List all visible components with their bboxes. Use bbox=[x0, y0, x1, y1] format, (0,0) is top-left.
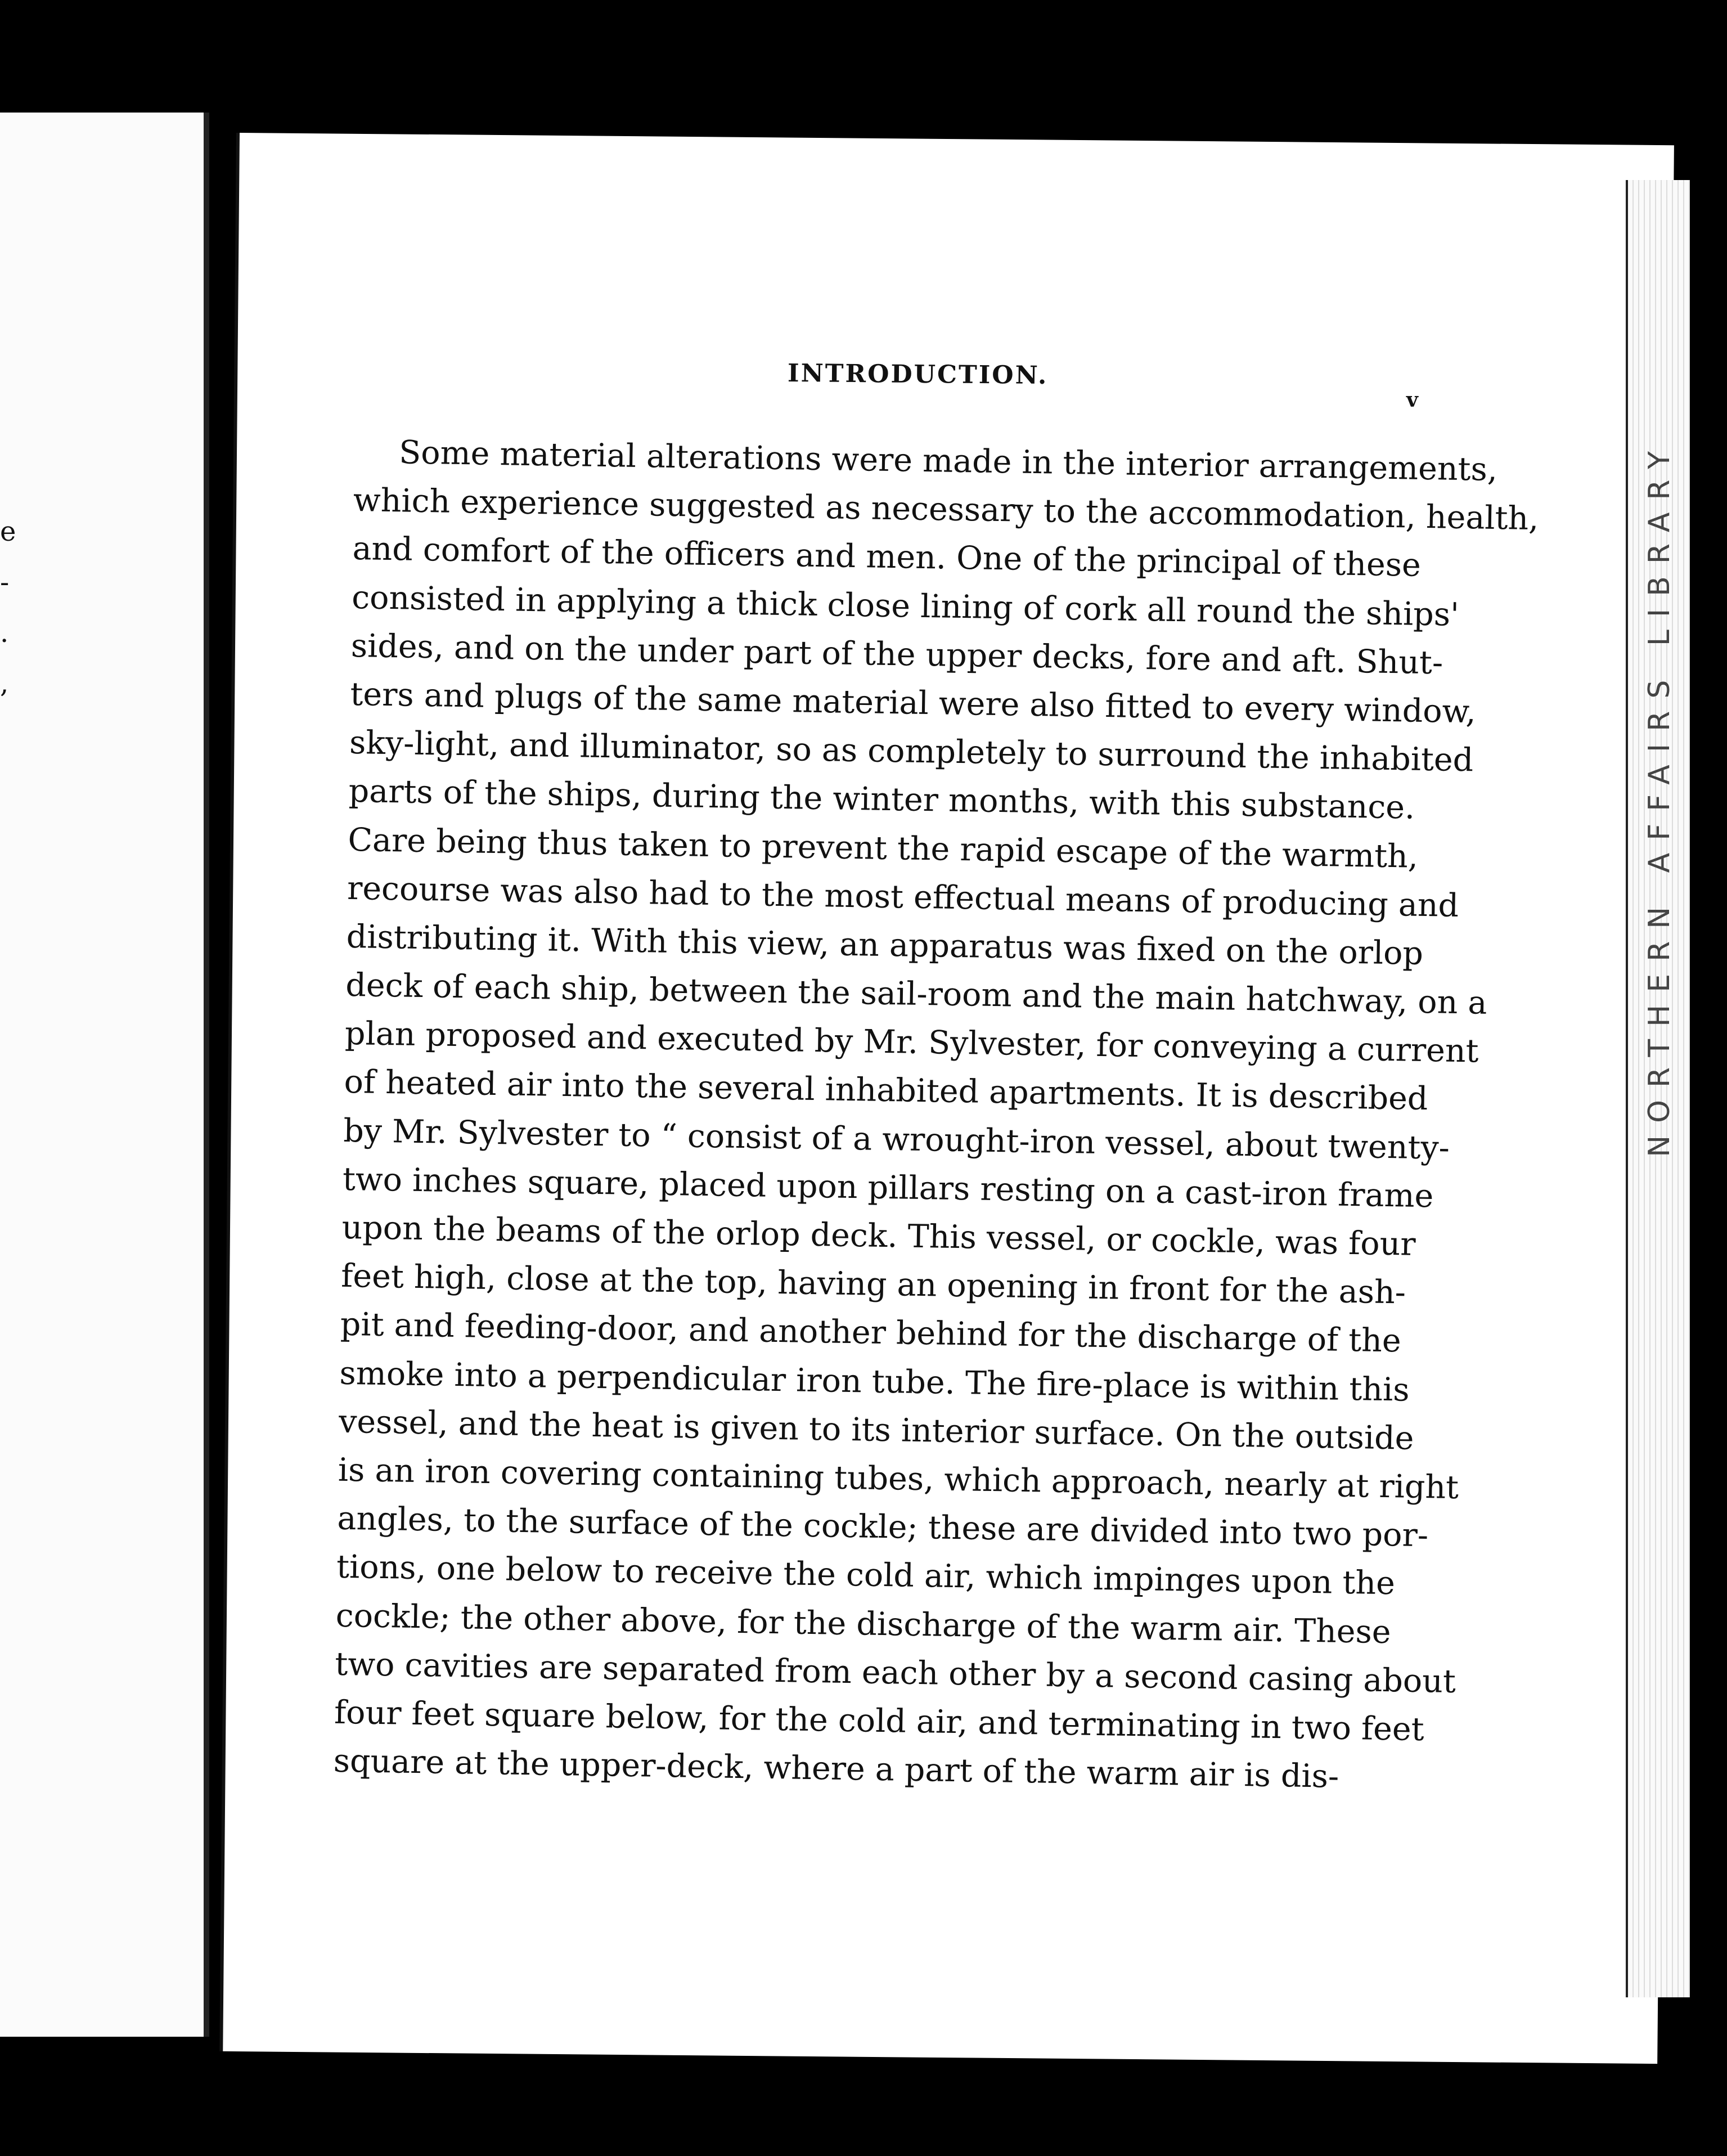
text-line: upon the beams of the orlop deck. This vessel, or cockle, was four bbox=[341, 1209, 1416, 1263]
text-line: of heated air into the several inhabited apartments. It is described bbox=[344, 1063, 1428, 1118]
text-line: plan proposed and executed by Mr. Sylvester, for conveying a current bbox=[344, 1015, 1479, 1070]
text-line: two inches square, placed upon pillars resting on a cast-iron frame bbox=[342, 1160, 1434, 1215]
left-page-margin-marks bbox=[0, 506, 17, 709]
text-line: feet high, close at the top, having an opening in front for the ash- bbox=[340, 1257, 1406, 1311]
text-line: by Mr. Sylvester to “ consist of a wrought-iron vessel, about twenty- bbox=[343, 1112, 1450, 1167]
text-line: four feet square below, for the cold air, and terminating in two feet bbox=[334, 1694, 1425, 1749]
text-line: vessel, and the heat is given to its interior surface. On the outside bbox=[338, 1403, 1414, 1457]
text-line: recourse was also had to the most effectual means of producing and bbox=[347, 869, 1459, 924]
left-page bbox=[0, 113, 209, 2037]
text-line: square at the upper-deck, where a part of the warm air is dis- bbox=[333, 1742, 1339, 1795]
text-line: parts of the ships, during the winter months, with this substance. bbox=[348, 772, 1415, 827]
body-text bbox=[333, 428, 1539, 1802]
left-mark: , bbox=[0, 668, 9, 699]
library-stamp: NORTHERN AFFAIRS LIBRARY bbox=[1643, 439, 1676, 1157]
text-line: and comfort of the officers and men. One of the principal of these bbox=[352, 530, 1422, 585]
text-line: sides, and on the under part of the upper decks, fore and aft. Shut- bbox=[350, 627, 1443, 682]
text-line: Some material alterations were made in the interior arrangements, bbox=[398, 434, 1498, 488]
text-line: two cavities are separated from each other by a second casing about bbox=[334, 1645, 1456, 1700]
text-line: which experience suggested as necessary to the accommodation, health, bbox=[353, 482, 1539, 538]
text-line: is an iron covering containing tubes, which approach, nearly at right bbox=[338, 1451, 1459, 1506]
running-head: INTRODUCTION. bbox=[787, 358, 1049, 390]
text-line: distributing it. With this view, an apparatus was fixed on the orlop bbox=[346, 918, 1424, 972]
left-mark: e bbox=[0, 516, 16, 547]
text-line: consisted in applying a thick close lining of cork all round the ships' bbox=[351, 578, 1460, 634]
text-line: Care being thus taken to prevent the rapid escape of the warmth, bbox=[347, 821, 1419, 875]
text-line: angles, to the surface of the cockle; these are divided into two por- bbox=[337, 1499, 1429, 1555]
text-line: pit and feeding-door, and another behind for the discharge of the bbox=[340, 1306, 1402, 1360]
left-mark: . bbox=[0, 617, 9, 649]
text-line: sky-light, and illuminator, so as completely to surround the inhabited bbox=[349, 724, 1474, 779]
text-line: cockle; the other above, for the discharge of the warm air. These bbox=[335, 1597, 1392, 1651]
text-line: ters and plugs of the same material were also fitted to every window, bbox=[350, 675, 1477, 731]
text-line: smoke into a perpendicular iron tube. The fire-place is within this bbox=[339, 1354, 1410, 1409]
page-number: v bbox=[1406, 388, 1418, 412]
left-mark: - bbox=[0, 567, 10, 598]
text-line: tions, one below to receive the cold air, which impinges upon the bbox=[336, 1548, 1396, 1602]
text-line: deck of each ship, between the sail-room and the main hatchway, on a bbox=[345, 966, 1487, 1022]
